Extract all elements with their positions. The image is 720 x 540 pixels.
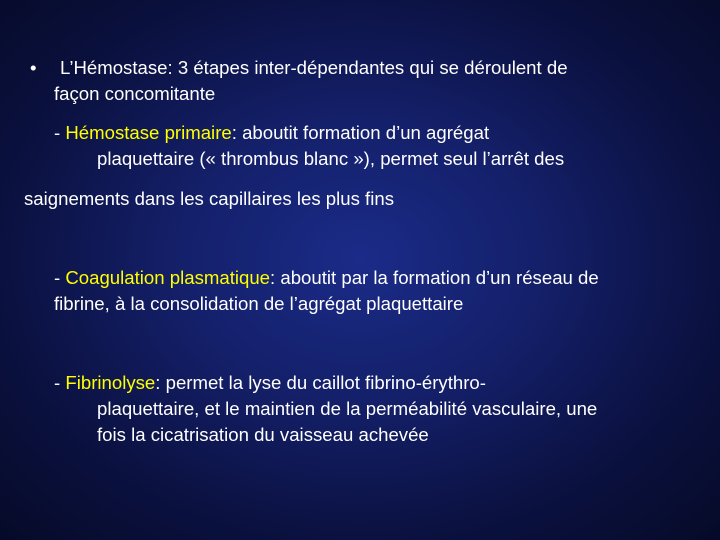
- fibrinolysis-line-1-rest: : permet la lyse du caillot fibrino-érythro-: [155, 372, 486, 393]
- fibrinolysis-line-2: plaquettaire, et le maintien de la perméabilité vasculaire, une: [97, 398, 598, 419]
- primary-line-3: saignements dans les capillaires les plus fins: [24, 188, 394, 209]
- fibrinolysis-line-1: [54, 371, 486, 395]
- coagulation-dash: -: [54, 267, 66, 288]
- intro-line-1: L’Hémostase: 3 étapes inter-dépendantes qui se déroulent de: [60, 57, 568, 78]
- fibrinolysis-line-3: fois la cicatrisation du vaisseau achevée: [97, 424, 429, 445]
- fibrinolysis-term: Fibrinolyse: [65, 372, 156, 393]
- coagulation-line-2: fibrine, à la consolidation de l’agrégat plaquettaire: [54, 293, 464, 314]
- primary-term: Hémostase primaire: [65, 122, 232, 143]
- fibrinolysis-dash: -: [54, 372, 66, 393]
- primary-line-1: [54, 121, 489, 145]
- coagulation-line-1: [54, 266, 599, 290]
- coagulation-line-1-rest: : aboutit par la formation d’un réseau de: [270, 267, 599, 288]
- coagulation-term: Coagulation plasmatique: [65, 267, 271, 288]
- bullet-icon: •: [30, 57, 37, 78]
- primary-line-2: plaquettaire (« thrombus blanc »), permet seul l’arrêt des: [97, 148, 565, 169]
- primary-line-1-rest: : aboutit formation d’un agrégat: [231, 122, 490, 143]
- primary-dash: -: [54, 122, 66, 143]
- intro-line-2: façon concomitante: [54, 83, 216, 104]
